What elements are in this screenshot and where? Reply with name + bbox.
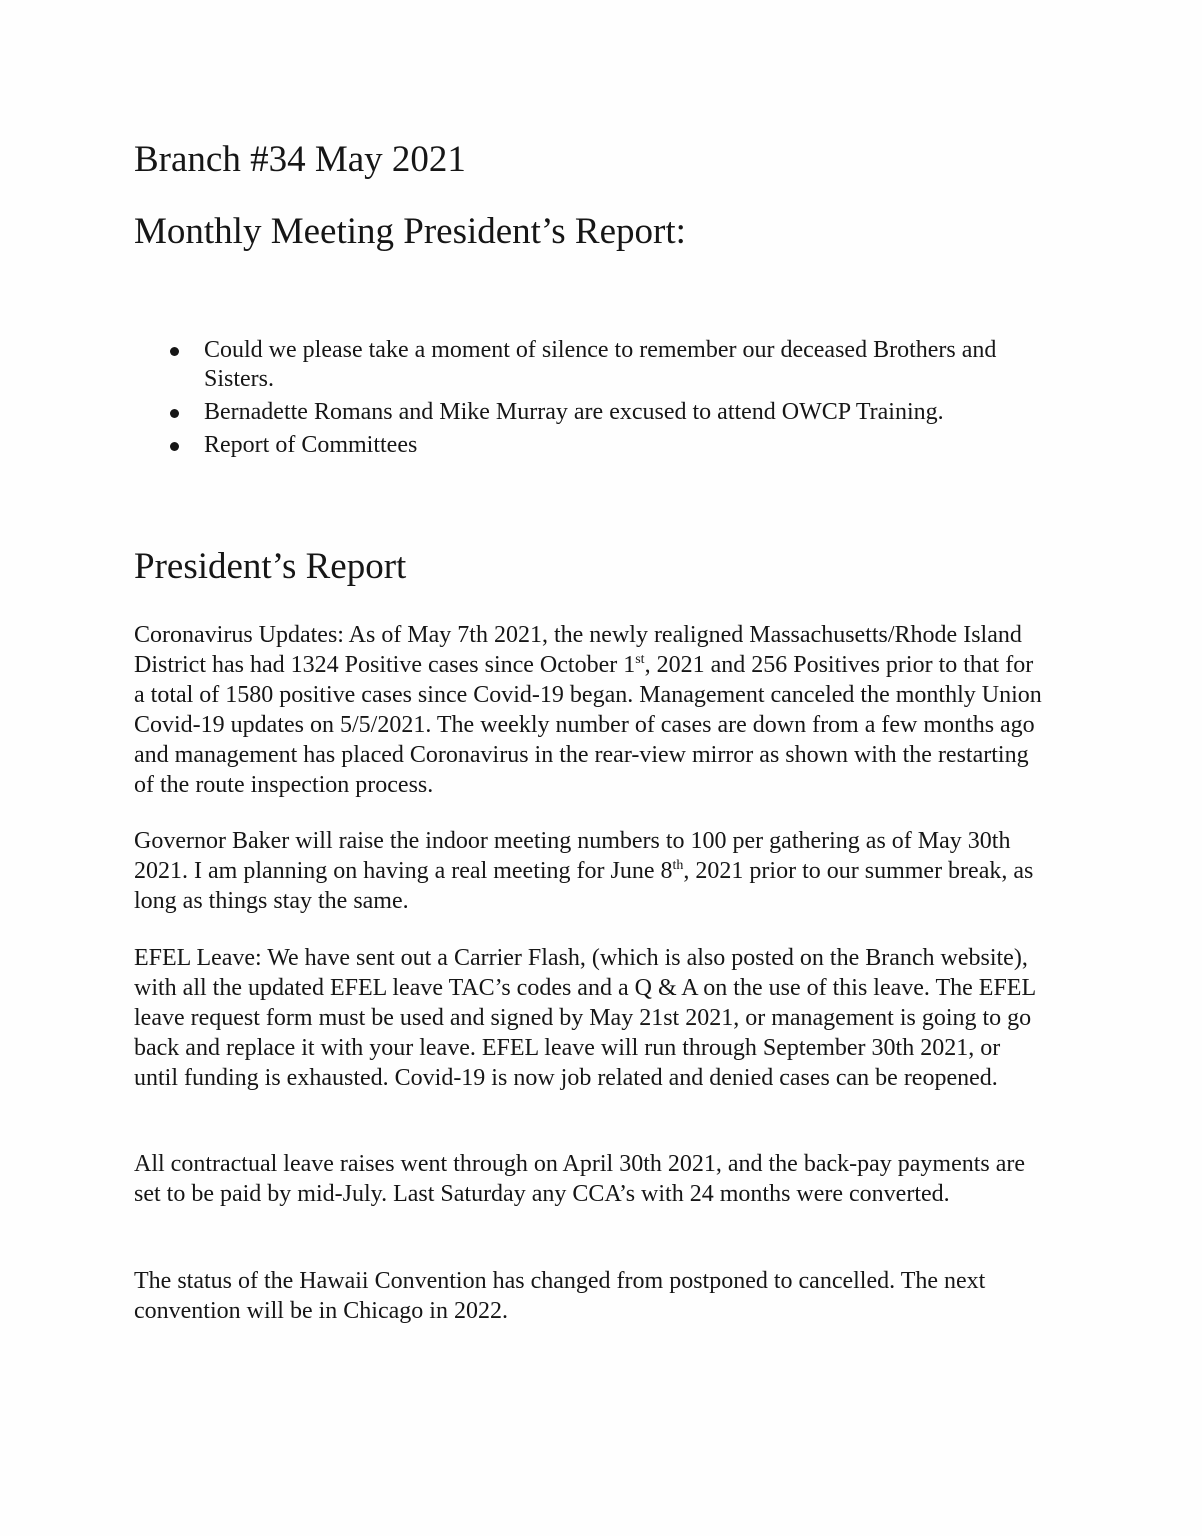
paragraph-hawaii-convention: The status of the Hawaii Convention has changed from postponed to cancelled. The next convention will be in Chicago in 2022. [134, 1268, 986, 1324]
paragraph-text: Governor Baker will raise the indoor meeting numbers to 100 per gathering as of May 30th 2021. I am planning on having a real meeting for June 8 [134, 828, 1011, 884]
ordinal-suffix: th [672, 858, 684, 873]
ordinal-suffix: st [635, 652, 645, 667]
bullet-text: Could we please take a moment of silence to remember our deceased Brothers and Sisters. [204, 337, 997, 392]
paragraph-coronavirus-updates [134, 620, 1046, 800]
agenda-bullet-list [134, 336, 1034, 464]
bullet-text: Report of Committees [204, 432, 418, 458]
bullet-text: Bernadette Romans and Mike Murray are excused to attend OWCP Training. [204, 399, 944, 425]
list-item [134, 398, 1034, 427]
list-item [134, 336, 1034, 394]
list-item [134, 431, 1034, 460]
paragraph-text: , 2021 prior to our summer break, as long as things stay the same. [134, 858, 1034, 914]
document-subtitle: Monthly Meeting President’s Report: [134, 211, 686, 252]
paragraph-efel-leave: EFEL Leave: We have sent out a Carrier Flash, (which is also posted on the Branch website), with all the updated EFEL leave TAC’s codes and a Q & A on the use of this leave. The EFEL leave request form must be used and signed by May 21st 2021, or management is going to go back and replace it with your leave. EFEL leave will run through September 30th 2021, or until funding is exhausted. Covid-19 is now job related and denied cases can be reopened. [134, 945, 1036, 1091]
paragraph-text: Coronavirus Updates: As of May 7th 2021, the newly realigned Massachusetts/Rhode Island District has had 1324 Positive cases since October 1 [134, 622, 1022, 678]
bullet-icon [170, 347, 179, 356]
paragraph-text: , 2021 and 256 Positives prior to that for a total of 1580 positive cases since Covid-19 began. Management canceled the monthly Union Covid-19 updates on 5/5/2021. The weekly number of cases are down from a few months ago and management has placed Coronavirus in the rear-view mirror as shown with the restarting of the route inspection process. [134, 652, 1042, 798]
bullet-icon [170, 409, 179, 418]
document-title: Branch #34 May 2021 [134, 139, 466, 180]
section-heading: President’s Report [134, 546, 407, 587]
bullet-icon [170, 442, 179, 451]
paragraph-leave-raises: All contractual leave raises went through on April 30th 2021, and the back-pay payments are set to be paid by mid-July. Last Saturday any CCA’s with 24 months were converted. [134, 1151, 1026, 1207]
paragraph-governor-baker [134, 826, 1046, 916]
